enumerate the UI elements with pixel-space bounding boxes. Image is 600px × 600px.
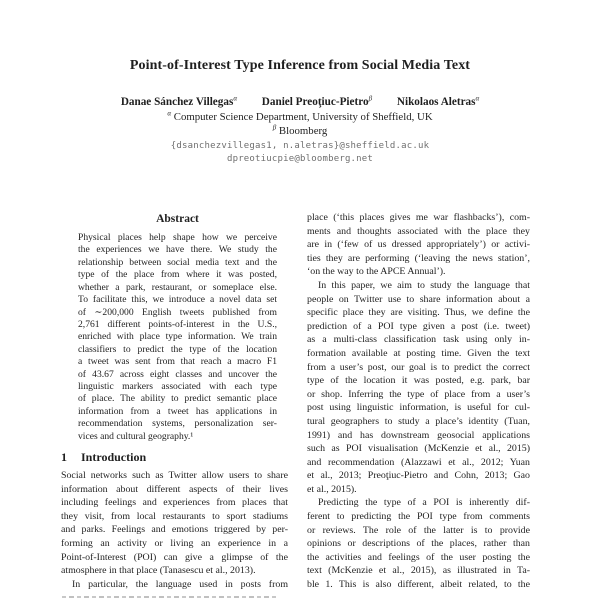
text-line: vices and cultural geography.¹ [78,430,194,442]
text-line: formation available at posting time. Given the text [307,347,530,359]
text-line: type of the place from where it was posted, [78,269,277,281]
text-line: Physical places help shape how we perceive [78,232,277,243]
left-column-body [61,469,288,591]
text-line: as a multi-class classification task using only in- [307,334,530,346]
abstract-heading: Abstract [156,213,199,225]
abstract-body [78,232,277,443]
text-line: classifiers to predict the type of the location [78,343,277,355]
text-line: atmosphere in that place (Tanasescu et al., 2013). [61,565,256,577]
text-line: tural geographers to study a place’s identity (Tuan, [307,415,530,427]
text-line: of 43.67 across eight classes and uncover the [78,368,277,380]
affiliation-1-mark: α [167,109,172,118]
author-2-affiliation-mark: β [368,94,373,103]
text-line: are in (‘few of us dressed appropriately’) or activi- [307,239,530,251]
text-line: et al., 2015). [307,483,357,495]
affiliation-2-mark: β [272,123,277,132]
text-line: specific place they are visiting. Thus, we define the [307,307,530,319]
author-3 [397,96,479,108]
text-line: ble 1. This is also different, albeit related, to the [307,579,530,591]
text-line: including feelings and experiences from places that [61,497,288,509]
affiliation-2-text: Bloomberg [278,125,328,137]
text-line: or shop. Inferring the type of place from a user’s [307,388,530,400]
text-line: information from a tweet has applications in [78,405,277,417]
section-title: Introduction [81,450,147,464]
authors-line [0,96,600,108]
section-heading-introduction [61,450,288,465]
text-line: and parks. Feelings and emotions triggered by per- [61,524,288,536]
text-line: To facilitate this, we introduce a novel data set [78,294,277,306]
text-line: from a user’s post, our goal is to predict the correct [307,361,530,373]
text-line: post using linguistic information, is useful for cul- [307,402,530,414]
author-3-name: Nikolaos Aletras [396,96,476,108]
author-1-name: Danae Sánchez Villegas [120,96,234,108]
text-line: the experiences we have there. We study the [78,244,277,256]
text-line: enriched with place type information. We train [78,331,277,343]
text-line: whether a park, restaurant, or someplace else. [78,281,277,293]
text-line: 2,761 different points-of-interest in the U.S., [78,318,277,330]
paper-title: Point-of-Interest Type Inference from Social Media Text [129,58,471,73]
text-line: and recommendation (Alazzawi et al., 2012; Yuan [307,456,530,468]
affiliation-1-text: Computer Science Department, University of Sheffield, UK [173,111,433,123]
clipped-text-line [62,596,276,598]
text-line: Point-of-Interest (POI) can give a glimpse of the [61,551,288,563]
text-line: people on Twitter use to share information about a [307,293,530,305]
text-line: Predicting the type of a POI is inherently dif- [318,497,530,509]
affiliation-2 [0,125,600,137]
affiliation-1 [0,111,600,123]
text-line: 1991) and has downstream geosocial applications [307,429,530,441]
text-line: ferent to predicting the POI type from comments [307,511,530,523]
text-line: In this paper, we aim to study the language that [318,279,530,291]
author-1 [121,96,237,108]
text-line: of place. The ability to predict semantic place [78,393,277,405]
text-line: such as POI visualisation (McKenzie et al., 2015) [307,443,530,455]
text-line: they visit, from local restaurants to sport stadiums [61,510,288,522]
email-line-1: {dsanchezvillegas1, n.aletras}@sheffield.ac.uk [170,141,430,151]
text-line: ments and thoughts associated with the place they [307,225,530,237]
text-line: of ∼200,000 English tweets published from [78,306,277,318]
text-line: relationship between social media text and the [78,256,277,268]
text-line: prediction of a POI type given a post (i.e. tweet) [307,320,530,332]
author-1-affiliation-mark: α [233,94,237,103]
text-line: opinions or descriptions of the places, rather than [307,538,530,550]
text-line: forming an activity or living an experience in a [61,537,288,549]
text-line: type of the location it was posted, e.g. park, bar [307,375,530,387]
text-line: ‘on the way to the APCE Annual’). [307,266,446,278]
section-number: 1 [61,450,67,464]
email-line-2: dpreotiucpie@bloomberg.net [226,154,374,164]
text-line: et al., 2013; Preoţiuc-Pietro and Cohn, 2013; Gao [307,470,530,482]
right-column-body [307,211,530,592]
text-line: text (McKenzie et al., 2015), as illustrated in Ta- [307,565,530,577]
text-line: ties they are performing (‘leaving the news station’, [307,252,530,264]
text-line: the activities and feelings of the user posting the [307,551,530,563]
text-line: or reviews. The role of the latter is to provide [307,524,530,536]
text-line: information about different aspects of their lives [61,483,288,495]
text-line: Social networks such as Twitter allow users to share [61,470,288,481]
text-line: linguistic markers associated with each type [78,381,277,393]
author-3-affiliation-mark: α [475,94,480,103]
author-2-name: Daniel Preoţiuc-Pietro [261,96,369,108]
text-line: In particular, the language used in posts from [72,578,288,590]
author-2 [262,96,372,108]
text-line: place (‘this places gives me war flashbacks’), com- [307,212,530,223]
text-line: recommendation systems, personalization ser- [78,418,277,430]
text-line: a tweet was sent from that reach a macro F1 [78,356,277,368]
